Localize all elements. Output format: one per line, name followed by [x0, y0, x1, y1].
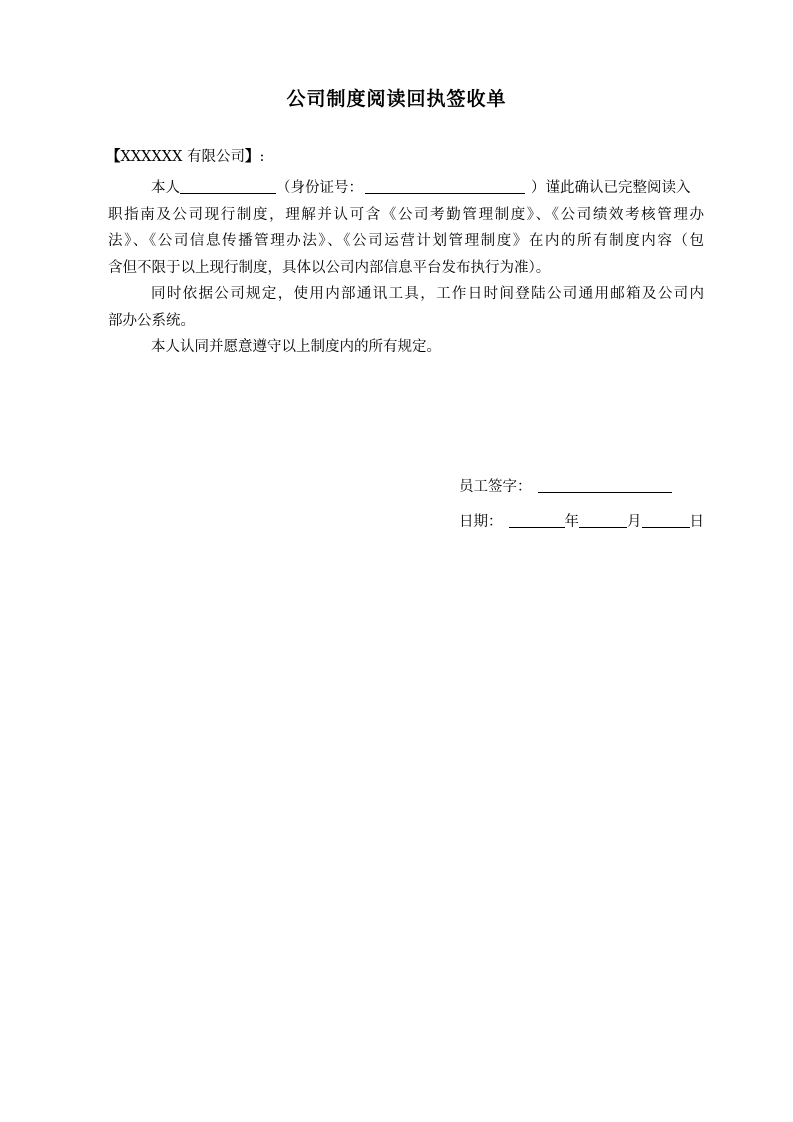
- month-blank[interactable]: [579, 513, 627, 528]
- year-blank[interactable]: [509, 513, 565, 528]
- date-label: 日期：: [459, 514, 503, 530]
- paragraph-1-line-2: 职指南及公司现行制度，理解并认可含《公司考勤管理制度》、《公司绩效考核管理办: [108, 206, 704, 223]
- paragraph-1-line-1: [108, 175, 704, 202]
- id-number-label: （身份证号：: [276, 180, 363, 196]
- paragraph-3: 本人认同并愿意遵守以上制度内的所有规定。: [151, 339, 441, 355]
- year-label: 年: [564, 514, 579, 530]
- name-blank[interactable]: [180, 179, 276, 194]
- addressee-colon: :: [259, 149, 265, 165]
- paragraph-2-line-1: 同时依据公司规定，使用内部通讯工具，工作日时间登陆公司通用邮箱及公司内: [151, 286, 704, 302]
- document-body: [108, 175, 704, 361]
- signature-line: [459, 475, 672, 496]
- paragraph-1-line-3: 法》、《公司信息传播管理办法》、《公司运营计划管理制度》在内的所有制度内容（包: [108, 233, 704, 249]
- paragraph-1-line-4: 含但不限于以上现行制度，具体以公司内部信息平台发布执行为准）。: [108, 259, 551, 276]
- confirm-text: ）谨此确认已完整阅读入: [531, 180, 691, 196]
- day-label: 日: [689, 514, 704, 530]
- id-number-blank[interactable]: [365, 179, 525, 194]
- paragraph-2-line-2: 部办公系统。: [108, 312, 195, 329]
- open-bracket: 【: [106, 148, 121, 165]
- signature-label: 员工签字：: [459, 479, 532, 495]
- date-line: [459, 510, 704, 531]
- addressee-line: [106, 145, 264, 166]
- signature-blank[interactable]: [538, 478, 672, 493]
- month-label: 月: [627, 514, 642, 530]
- day-blank[interactable]: [642, 513, 690, 528]
- close-bracket: 】: [245, 148, 260, 165]
- document-title: 公司制度阅读回执签收单: [286, 88, 507, 110]
- company-name: XXXXXX 有限公司: [120, 149, 246, 165]
- self-label: 本人: [151, 180, 180, 196]
